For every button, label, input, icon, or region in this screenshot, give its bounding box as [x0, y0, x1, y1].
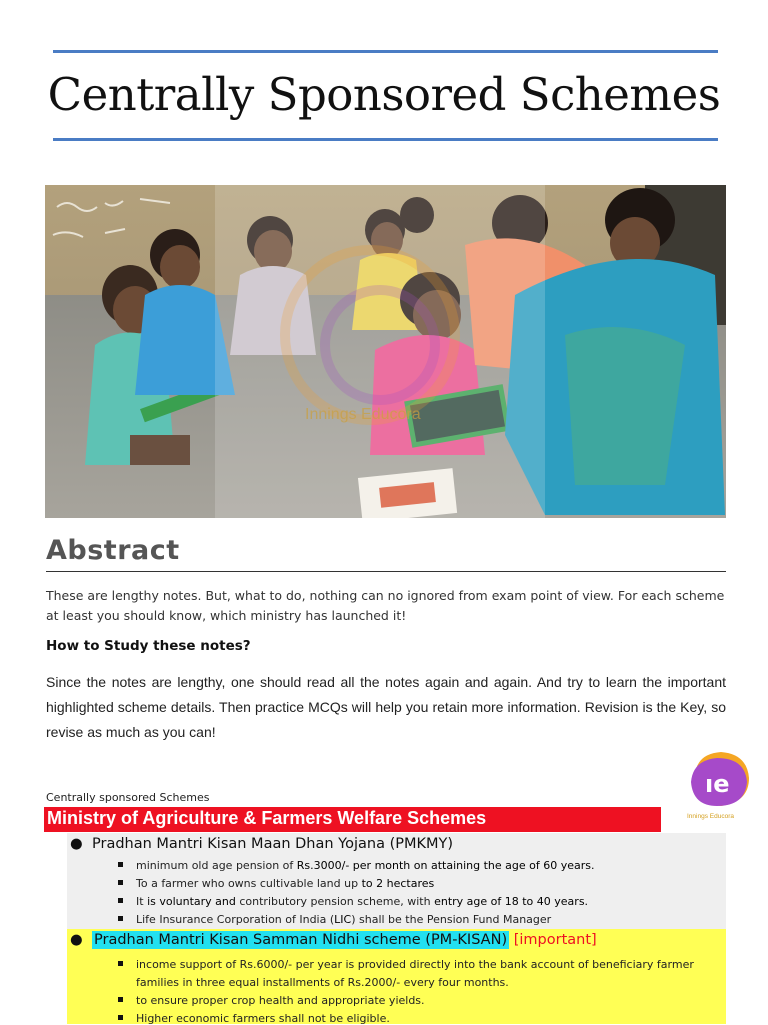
svg-text:ıe: ıe [705, 770, 730, 798]
scheme-2-point-1: income support of Rs.6000/- per year is provided directly into the bank account of beneficiary farmer [118, 958, 694, 971]
scheme-2-point-3: Higher economic farmers shall not be eligible. [118, 1012, 390, 1025]
square-bullet-icon [118, 1015, 123, 1020]
section-label: Centrally sponsored Schemes [46, 791, 210, 804]
bullet-icon: ● [70, 932, 83, 948]
how-to-paragraph: Since the notes are lengthy, one should read all the notes again and again. And try to learn the important highlighted scheme details. Then practice MCQs will help you retain more information. Revision is the Key, so revise as much as you can! [46, 674, 726, 740]
important-tag: [important] [513, 932, 597, 948]
scheme-2-point-2: to ensure proper crop health and appropriate yields. [118, 994, 425, 1007]
square-bullet-icon [118, 916, 123, 921]
hero-photo [45, 185, 726, 518]
ministry-heading [44, 807, 661, 832]
innings-educora-logo [683, 748, 755, 823]
title-top-rule [53, 50, 718, 53]
scheme-1-point-4: Life Insurance Corporation of India (LIC) shall be the Pension Fund Manager [118, 913, 551, 926]
square-bullet-icon [118, 880, 123, 885]
scheme-2-point-1-cont: families in three equal installments of Rs.2000/- every four months. [136, 976, 509, 989]
scheme-1-point-1: minimum old age pension of Rs.3000/- per month on attaining the age of 60 years. [118, 859, 595, 872]
square-bullet-icon [118, 862, 123, 867]
scheme-1-point-3: It is voluntary and contributory pension scheme, with entry age of 18 to 40 years. [118, 895, 588, 908]
square-bullet-icon [118, 898, 123, 903]
abstract-rule [46, 571, 726, 572]
scheme-2-title [70, 932, 597, 948]
logo-text: Innings Educora [687, 813, 734, 820]
bullet-icon: ● [70, 836, 83, 852]
page-title: Centrally Sponsored Schemes [47, 68, 721, 121]
photo-watermark-text: Innings Educora [305, 406, 421, 423]
scheme-2-name: Pradhan Mantri Kisan Samman Nidhi scheme (PM-KISAN) [94, 932, 508, 948]
square-bullet-icon [118, 997, 123, 1002]
abstract-heading: Abstract [46, 535, 180, 566]
scheme-1-title [70, 836, 453, 852]
ministry-heading-text: Ministry of Agriculture & Farmers Welfare Schemes [47, 808, 487, 828]
how-to-heading: How to Study these notes? [46, 638, 251, 654]
square-bullet-icon [118, 961, 123, 966]
title-bottom-rule [53, 138, 718, 141]
scheme-1-point-2: To a farmer who owns cultivable land up to 2 hectares [118, 877, 434, 890]
scheme-1-name: Pradhan Mantri Kisan Maan Dhan Yojana (PMKMY) [92, 836, 454, 852]
abstract-paragraph: These are lengthy notes. But, what to do, nothing can no ignored from exam point of view. For each scheme at least you should know, which ministry has launched it! [46, 588, 725, 623]
